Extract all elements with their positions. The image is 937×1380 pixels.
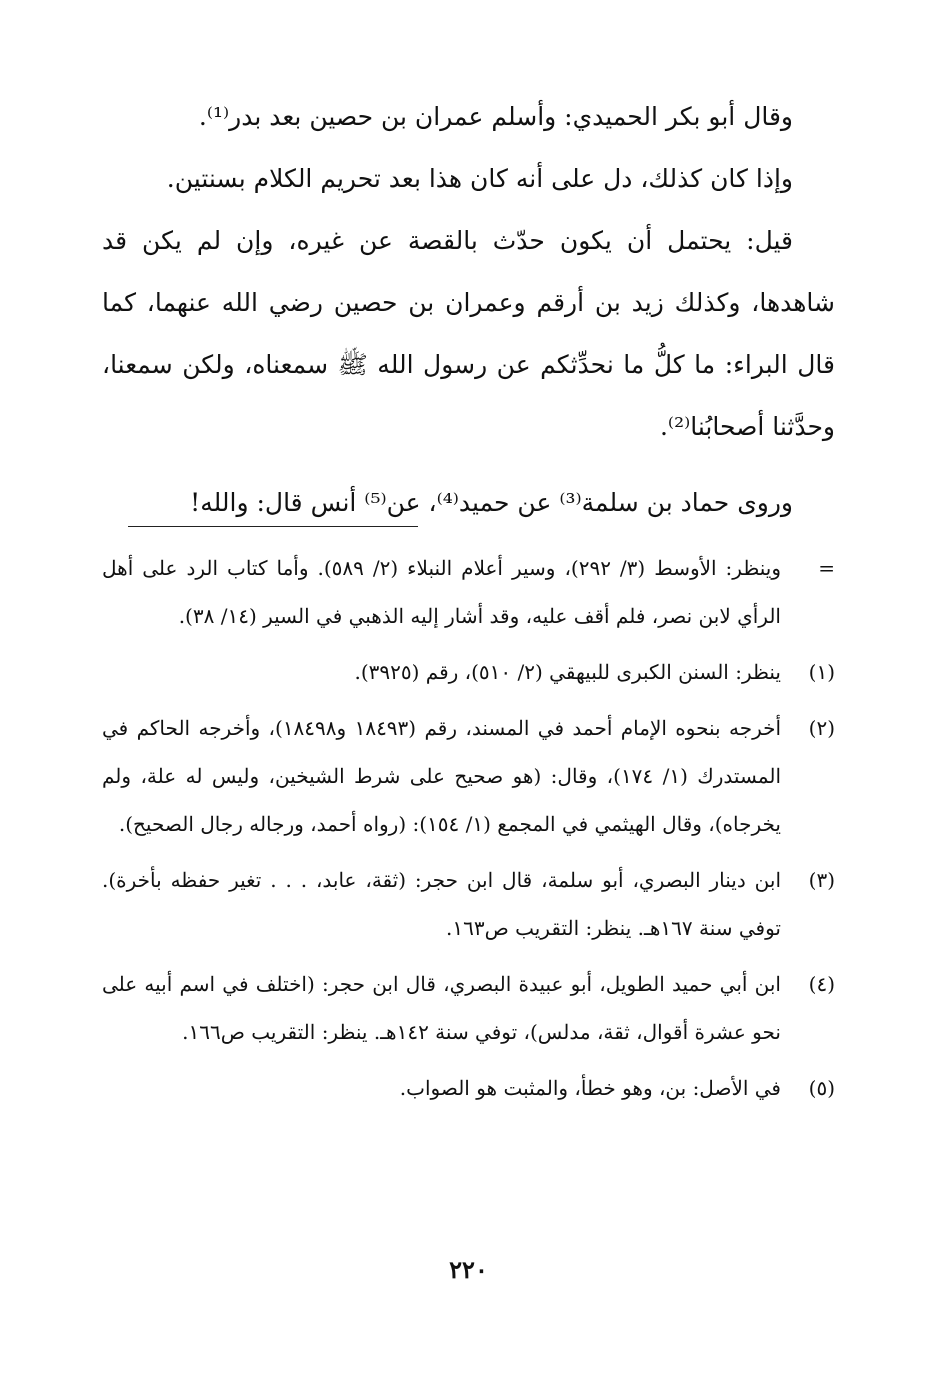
footnotes <box>102 544 835 1112</box>
footnote-number: (١) <box>808 660 835 684</box>
footnote-text: في الأصل: بن، وهو خطأ، والمثبت هو الصواب. <box>399 1076 781 1100</box>
paragraph-1: وقال أبو بكر الحميدي: وأسلم عمران بن حصين بعد بدر⁽¹⁾. <box>198 102 793 131</box>
footnote-5 <box>102 1064 835 1112</box>
paragraph-3: قيل: يحتمل أن يكون حدّث بالقصة عن غيره، وإن لم يكن قد شاهدها، وكذلك زيد بن أرقم وعمران بن حصين رضي الله عنهما، كما قال البراء: ما كلُّ ما نحدِّثكم عن رسول الله ﷺ سمعناه، ولكن سمعنا، وحدَّثنا أصحابُنا⁽²⁾. <box>102 226 835 441</box>
page-number: ٢٢٠ <box>449 1255 488 1284</box>
footnote-number: (٤) <box>808 972 835 996</box>
footnote-number: = <box>818 556 835 580</box>
footnote-4 <box>102 960 835 1056</box>
footnote-text: ابن أبي حميد الطويل، أبو عبيدة البصري، قال ابن حجر: (اختلف في اسم أبيه على نحو عشرة أقوال، ثقة، مدلس)، توفي سنة ١٤٢هـ. ينظر: التقريب ص١٦٦. <box>102 972 781 1044</box>
footnote-number: (٣) <box>808 868 835 892</box>
footnote-text: ابن دينار البصري، أبو سلمة، قال ابن حجر: (ثقة، عابد، . . . تغير حفظه بأخرة). توفي سنة ١٦٧هـ. ينظر: التقريب ص١٦٣. <box>102 868 781 940</box>
footnote-separator <box>128 526 418 527</box>
paragraph-2: وإذا كان كذلك، دل على أنه كان هذا بعد تحريم الكلام بسنتين. <box>166 164 793 193</box>
footnote-text: وينظر: الأوسط (٣/ ٢٩٢)، وسير أعلام النبلاء (٢/ ٥٨٩). وأما كتاب الرد على أهل الرأي لابن نصر، فلم أقف عليه، وقد أشار إليه الذهبي في السير (١٤/ ٣٨). <box>102 556 781 628</box>
paragraph-4: وروى حماد بن سلمة⁽³⁾ عن حميد⁽⁴⁾، عن⁽⁵⁾ أنس قال: والله! <box>190 488 793 517</box>
footnote-number: (٥) <box>808 1076 835 1100</box>
footnote-text: أخرجه بنحوه الإمام أحمد في المسند، رقم (١٨٤٩٣ و١٨٤٩٨)، وأخرجه الحاكم في المستدرك (١/ ١٧٤)، وقال: (هو صحيح على شرط الشيخين، وليس له علة، ولم يخرجاه)، وقال الهيثمي في المجمع (١/ ١٥٤): (رواه أحمد، ورجاله رجال الصحيح). <box>102 716 782 836</box>
footnote-text: ينظر: السنن الكبرى للبيهقي (٢/ ٥١٠)، رقم (٣٩٢٥). <box>354 660 781 684</box>
footnote-3 <box>102 856 835 952</box>
main-text <box>102 86 835 534</box>
footnote-1 <box>102 648 835 696</box>
footnote-number: (٢) <box>808 716 835 740</box>
footnote-2 <box>102 704 835 848</box>
footnote-continuation <box>102 544 835 640</box>
